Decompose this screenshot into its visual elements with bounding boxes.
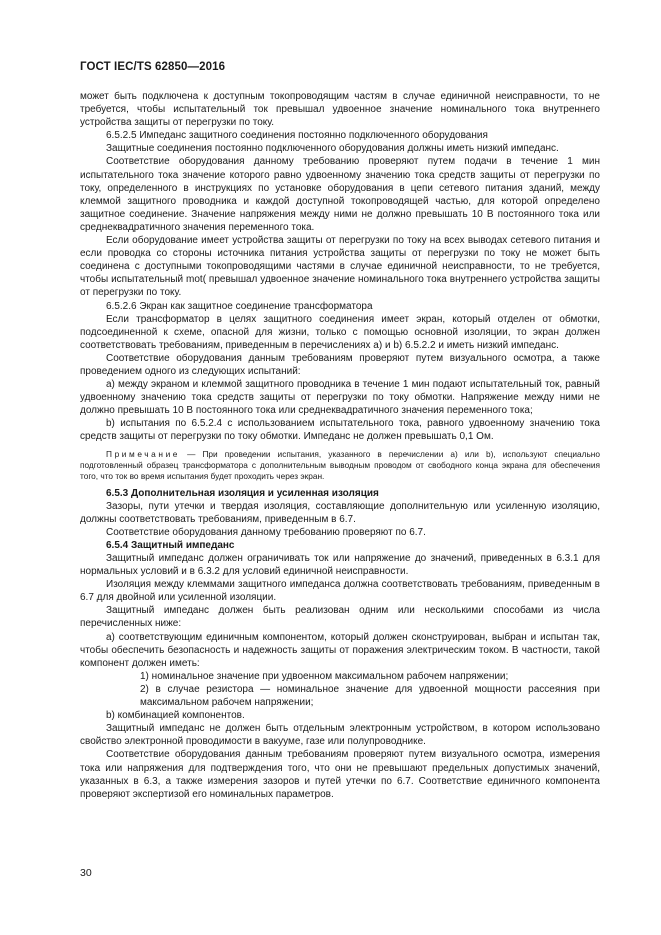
document-header: ГОСТ IEC/TS 62850—2016 <box>80 61 226 73</box>
paragraph: может быть подключена к доступным токопроводящим частям в случае единичной неисправности, то не требуется, чтобы испытательный ток превышал удвоенное значение номинального тока внутреннего устройства защиты от перегрузки по току. <box>80 91 600 129</box>
section-heading: 6.5.4 Защитный импеданс <box>106 539 235 551</box>
note-text: — При проведении испытания, указанного в перечислении а) или b), используют специально подготовленный образец трансформатора с дополнительным выводным проводом от свободного конца экрана для обеспечения того, что ток во время испытания будет проходить через экран. <box>80 448 600 481</box>
paragraph: Защитный импеданс должен ограничивать ток или напряжение до значений, приведенных в 6.3.1 для нормальных условий и в 6.3.2 для условий единичной неисправности. <box>80 553 600 578</box>
paragraph: Соответствие оборудования данному требованию проверяют по 6.7. <box>106 526 426 538</box>
page-number: 30 <box>80 867 92 879</box>
sub-list-item: 1) номинальное значение при удвоенном максимальном рабочем напряжении; <box>140 670 509 682</box>
paragraph: Если оборудование имеет устройства защиты от перегрузки по току на всех выводах сетевого питания и если проводка со стороны источника питания устройства защиты от перегрузки по току не может быть соединена с доступными токопроводящими частями в случае единичной неисправности, то не требуется, чтобы испытательный mot( превышал удвоенное значение номинального тока внутреннего устройства защиты от перегрузки по току. <box>80 235 600 299</box>
note-label: Примечание <box>106 448 181 459</box>
section-heading: 6.5.3 Дополнительная изоляция и усиленная изоляция <box>106 487 379 499</box>
section-heading: 6.5.2.5 Импеданс защитного соединения постоянно подключенного оборудования <box>106 130 488 142</box>
paragraph: Соответствие оборудования данным требованиям проверяют путем визуального осмотра, а также проведением одного из следующих испытаний: <box>80 352 600 377</box>
list-item: b) испытания по 6.5.2.4 с использованием испытательного тока, равного удвоенному значению тока средств защиты от перегрузки по току обмотки. Импеданс не должен превышать 0,1 Ом. <box>80 418 600 443</box>
document-body <box>80 90 600 801</box>
list-item: а) соответствующим единичным компонентом, который должен сконструирован, выбран и испытан так, чтобы обеспечить безопасность и надежность защиты от поражения электрическим током. В частности, такой компонент должен иметь: <box>80 631 600 669</box>
paragraph: Зазоры, пути утечки и твердая изоляция, составляющие дополнительную или усиленную изоляцию, должны соответствовать требованиям, приведенным в 6.7. <box>80 500 600 525</box>
paragraph: Соответствие оборудования данному требованию проверяют путем подачи в течение 1 мин испытательного тока значение которого равно удвоенному значению тока средств защиты от перегрузки по току, определенного в инструкциях по установке оборудования в цепи сетевого питания зданий, между клеммой защитного проводника и каждой доступной токопроводящей частью, для которой определено защитное соединение. Значение напряжения между ними не должно превышать 10 В постоянного тока или среднеквадратичного значения переменного тока. <box>80 156 600 233</box>
paragraph: Соответствие оборудования данным требованиям проверяют путем визуального осмотра, измерения тока или напряжения для подтверждения того, что они не превышают предельных допустимых значений, указанных в 6.3, а также измерения зазоров и путей утечки по 6.7. Соответствие единичного компонента проверяют экспертизой его номинальных параметров. <box>80 749 600 800</box>
section-heading: 6.5.2.6 Экран как защитное соединение трансформатора <box>106 300 373 312</box>
paragraph: Защитный импеданс должен быть реализован одним или несколькими способами из числа перечисленных ниже: <box>80 605 600 630</box>
paragraph: Защитные соединения постоянно подключенного оборудования должны иметь низкий импеданс. <box>106 143 559 155</box>
note <box>80 449 600 482</box>
sub-list-item: 2) в случае резистора — номинальное значение для удвоенной мощности рассеяния при максимальном рабочем напряжении; <box>140 683 600 709</box>
paragraph: Изоляция между клеммами защитного импеданса должна соответствовать требованиям, приведенным в 6.7 для двойной или усиленной изоляции. <box>80 579 600 604</box>
list-item: b) комбинацией компонентов. <box>106 710 245 722</box>
paragraph: Если трансформатор в целях защитного соединения имеет экран, который отделен от обмотки, подсоединенной к схеме, опасной для жизни, только с помощью основной изоляции, то экран должен соответствовать требованиям, приведенным в перечислениях а) и b) 6.5.2.2 и иметь низкий импеданс. <box>80 313 600 351</box>
list-item: а) между экраном и клеммой защитного проводника в течение 1 мин подают испытательный ток, равный удвоенному значению тока средств защиты от перегрузки по току обмотки. Напряжение между ними не должно превышать 10 В постоянного тока или среднеквадратичного значения переменного тока; <box>80 379 600 417</box>
paragraph: Защитный импеданс не должен быть отдельным электронным устройством, в котором использовано свойство электронной проводимости в вакууме, газе или полупроводнике. <box>80 723 600 748</box>
